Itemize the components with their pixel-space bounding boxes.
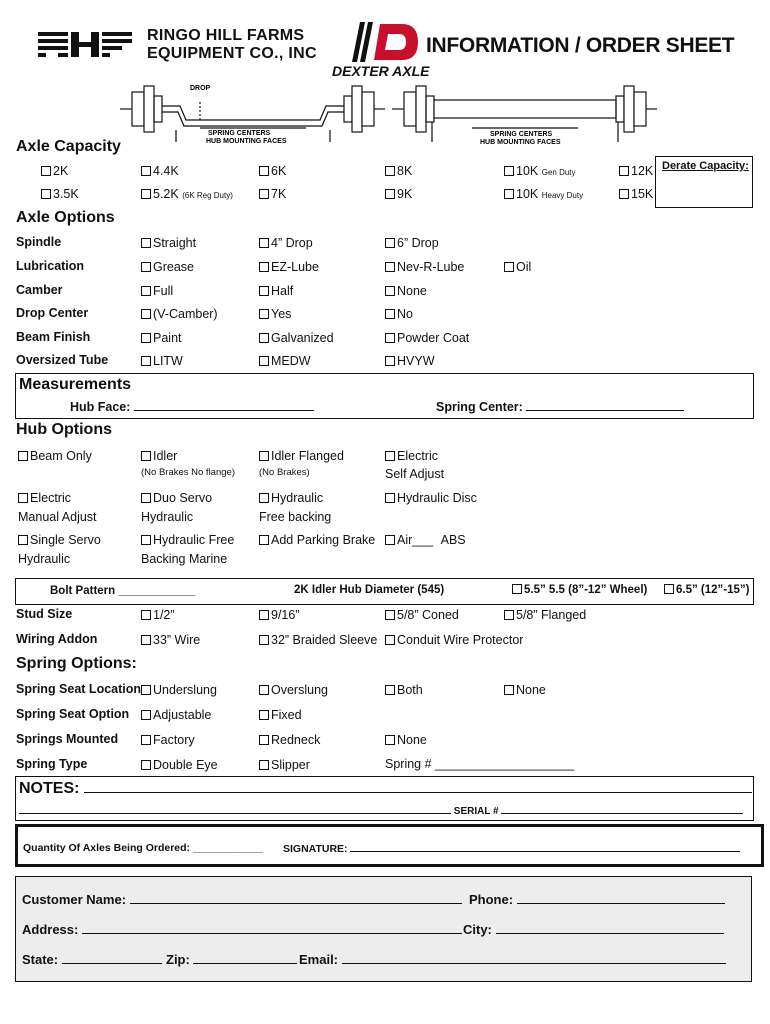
spring-options-title: Spring Options: (16, 655, 137, 672)
option-label: Hydraulic (271, 491, 324, 505)
camber-half[interactable] (259, 284, 293, 298)
checkbox-icon (141, 189, 151, 199)
duo-servo-line2: Hydraulic (141, 510, 194, 524)
checkbox-icon (619, 189, 629, 199)
finish-powder[interactable] (385, 331, 469, 345)
checkbox-icon (141, 262, 151, 272)
option-label: Yes (271, 307, 292, 321)
email-field[interactable] (299, 952, 726, 967)
checkbox-icon (141, 710, 151, 720)
single-servo-line2: Hydraulic (18, 552, 71, 566)
option-note: Heavy Duty (541, 191, 584, 200)
checkbox-icon (385, 333, 395, 343)
hydraulic-fb-line2: Free backing (259, 510, 332, 524)
hub-duo-servo[interactable] (141, 491, 212, 505)
checkbox-icon (259, 166, 269, 176)
mounted-none[interactable] (385, 733, 427, 747)
option-note: (6K Reg Duty) (182, 191, 233, 200)
checkbox-icon (259, 610, 269, 620)
seat-both[interactable] (385, 683, 423, 697)
option-label: (V-Camber) (153, 307, 218, 321)
option-label: 4” Drop (271, 236, 313, 250)
checkbox-icon (664, 584, 674, 594)
notes-line-2 (19, 803, 451, 814)
option-label: 12K (631, 164, 654, 178)
checkbox-icon (259, 493, 269, 503)
checkbox-icon (504, 262, 514, 272)
hub-hydraulic-free-backing[interactable] (259, 491, 323, 505)
checkbox-icon (141, 451, 151, 461)
seat-underslung[interactable] (141, 683, 217, 697)
tube-hvyw[interactable] (385, 354, 435, 368)
idler-note: (No Brakes No flange) (141, 467, 235, 478)
checkbox-icon (41, 189, 51, 199)
option-label: Duo Servo (153, 491, 213, 505)
checkbox-icon (385, 189, 395, 199)
checkbox-icon (385, 685, 395, 695)
checkbox-icon (41, 166, 51, 176)
wiring-conduit[interactable] (385, 633, 523, 647)
serial-field[interactable] (19, 803, 743, 817)
option-label: Fixed (271, 708, 302, 722)
lube-grease[interactable] (141, 260, 194, 274)
cap-10k-gen[interactable] (504, 164, 576, 178)
cap-7k[interactable] (259, 187, 286, 201)
notes-field[interactable] (19, 780, 752, 798)
option-label: 1/2” (153, 608, 175, 622)
option-label: Grease (153, 260, 194, 274)
option-label: Both (397, 683, 423, 697)
spring-center-label: Spring Center: (436, 400, 523, 414)
cap-9k[interactable] (385, 187, 412, 201)
measurements-box (15, 373, 754, 419)
seat-none[interactable] (504, 683, 546, 697)
option-label: Electric (30, 491, 71, 505)
dexter-logo-icon (352, 22, 420, 62)
checkbox-icon (18, 451, 28, 461)
spring-seat-option-label: Spring Seat Option (16, 707, 130, 721)
drop-center-no[interactable] (385, 307, 413, 321)
city-label: City: (463, 922, 492, 937)
drop-center-label: Drop Center (16, 306, 89, 320)
option-label: 15K (631, 187, 654, 201)
checkbox-icon (385, 309, 395, 319)
checkbox-icon (141, 356, 151, 366)
lubrication-label: Lubrication (16, 259, 85, 273)
axle-diagram-drop (120, 80, 385, 150)
hub-electric-manual[interactable] (18, 491, 71, 505)
company-name-line2: EQUIPMENT CO., INC (147, 45, 317, 62)
checkbox-icon (385, 610, 395, 620)
wiring-32-braided[interactable] (259, 633, 377, 647)
checkbox-icon (385, 635, 395, 645)
serial-line (501, 803, 743, 814)
checkbox-icon (259, 356, 269, 366)
hub-faces-label: HUB MOUNTING FACES (206, 138, 287, 145)
cap-5-2k[interactable] (141, 187, 233, 201)
checkbox-icon (504, 189, 514, 199)
cap-2k[interactable] (41, 164, 68, 178)
spindle-label: Spindle (16, 235, 62, 249)
email-label: Email: (299, 952, 339, 967)
customer-name-field[interactable] (22, 892, 462, 907)
spring-number-field[interactable]: Spring # ____________________ (385, 757, 575, 771)
seat-fixed[interactable] (259, 708, 302, 722)
option-label: Conduit Wire Protector (397, 633, 524, 647)
idler-hub-diameter-label: 2K Idler Hub Diameter (545) (294, 584, 445, 596)
address-line (82, 923, 462, 934)
checkbox-icon (259, 710, 269, 720)
mounted-redneck[interactable] (259, 733, 320, 747)
sheet-title: INFORMATION / ORDER SHEET (426, 34, 735, 57)
hub-air-abs[interactable] (385, 533, 466, 547)
option-label: None (516, 683, 546, 697)
option-label: 10K (516, 187, 539, 201)
beam-finish-label: Beam Finish (16, 330, 91, 344)
option-label: Hydraulic Disc (397, 491, 477, 505)
option-label: Slipper (271, 758, 310, 772)
phone-line (517, 893, 725, 904)
type-slipper[interactable] (259, 758, 310, 772)
seat-overslung[interactable] (259, 683, 328, 697)
option-label: 6.5” (12”-15”) (676, 584, 750, 596)
quantity-field[interactable]: Quantity Of Axles Being Ordered: ____________ (23, 842, 264, 854)
state-field[interactable] (22, 952, 162, 967)
option-note: Gen Duty (541, 168, 576, 177)
customer-name-label: Customer Name: (22, 892, 127, 907)
option-label: Nev-R-Lube (397, 260, 465, 274)
measurements-title: Measurements (19, 376, 132, 393)
city-field[interactable] (463, 922, 724, 937)
checkbox-icon (385, 286, 395, 296)
option-label: 3.5K (53, 187, 79, 201)
company-name-line1: RINGO HILL FARMS (147, 27, 305, 44)
checkbox-icon (385, 735, 395, 745)
option-label: MEDW (271, 354, 311, 368)
spring-centers-label: SPRING CENTERS (208, 130, 271, 137)
hub-idler[interactable] (141, 449, 177, 463)
checkbox-icon (259, 309, 269, 319)
option-label: Straight (153, 236, 197, 250)
checkbox-icon (141, 685, 151, 695)
lube-nevr[interactable] (385, 260, 464, 274)
option-label: Overslung (271, 683, 328, 697)
option-label: None (397, 284, 427, 298)
tube-medw[interactable] (259, 354, 311, 368)
cap-15k[interactable] (619, 187, 653, 201)
axle-diagram-straight (392, 80, 657, 150)
checkbox-icon (259, 451, 269, 461)
cap-4-4k[interactable] (141, 164, 179, 178)
hub-single-servo[interactable] (18, 533, 101, 547)
checkbox-icon (141, 610, 151, 620)
stud-9-16[interactable] (259, 608, 300, 622)
checkbox-icon (512, 584, 522, 594)
option-label: 4.4K (153, 164, 179, 178)
checkbox-icon (141, 333, 151, 343)
checkbox-icon (385, 451, 395, 461)
option-label: Add Parking Brake (271, 533, 376, 547)
option-label: Redneck (271, 733, 321, 747)
hub-hydraulic-disc[interactable] (385, 491, 477, 505)
hub-face-line (134, 400, 314, 411)
tube-litw[interactable] (141, 354, 183, 368)
seat-adjustable[interactable] (141, 708, 211, 722)
option-label: Powder Coat (397, 331, 470, 345)
zip-line (193, 953, 297, 964)
derate-capacity-label: Derate Capacity: (662, 160, 749, 172)
option-label: None (397, 733, 427, 747)
derate-capacity-box[interactable] (655, 156, 753, 208)
phone-label: Phone: (469, 892, 514, 907)
spring-center-line (526, 400, 684, 411)
checkbox-icon (141, 238, 151, 248)
customer-name-line (130, 893, 462, 904)
option-label: Galvanized (271, 331, 334, 345)
lube-ez[interactable] (259, 260, 319, 274)
stud-1-2[interactable] (141, 608, 175, 622)
oversized-tube-label: Oversized Tube (16, 353, 109, 367)
option-label: Double Eye (153, 758, 218, 772)
hub-face-field[interactable] (70, 400, 314, 414)
springs-mounted-label: Springs Mounted (16, 732, 119, 746)
option-label: 32” Braided Sleeve (271, 633, 378, 647)
option-label: 5.5” 5.5 (8”-12” Wheel) (524, 584, 648, 596)
state-label: State: (22, 952, 59, 967)
order-box (15, 824, 764, 867)
option-label: LITW (153, 354, 183, 368)
option-label: Underslung (153, 683, 217, 697)
spring-centers-label-2: SPRING CENTERS (490, 131, 553, 138)
option-label: EZ-Lube (271, 260, 319, 274)
spindle-6-drop[interactable] (385, 236, 439, 250)
electric-self-line2: Self Adjust (385, 467, 445, 481)
option-label: 9K (397, 187, 413, 201)
notes-line-1 (84, 782, 752, 793)
cap-8k[interactable] (385, 164, 412, 178)
option-label: 6K (271, 164, 287, 178)
option-label: 5/8” Coned (397, 608, 459, 622)
option-label: Beam Only (30, 449, 92, 463)
hub-options-title: Hub Options (16, 421, 112, 438)
drop-center-yes[interactable] (259, 307, 291, 321)
hub-hydraulic-free-marine[interactable] (141, 533, 234, 547)
option-label: Half (271, 284, 294, 298)
wheel-6-5[interactable] (664, 584, 750, 596)
hyd-free-marine-line2: Backing Marine (141, 552, 228, 566)
wheel-5-5[interactable] (512, 584, 647, 596)
spring-center-field[interactable] (436, 400, 684, 414)
checkbox-icon (385, 493, 395, 503)
checkbox-icon (259, 760, 269, 770)
email-line (342, 953, 726, 964)
checkbox-icon (504, 685, 514, 695)
hub-beam-only[interactable] (18, 449, 92, 463)
hub-idler-flanged[interactable] (259, 449, 344, 463)
stud-5-8-flanged[interactable] (504, 608, 586, 622)
serial-label: SERIAL # (453, 806, 499, 817)
option-label: 33” Wire (153, 633, 201, 647)
checkbox-icon (141, 166, 151, 176)
hub-parking-brake[interactable] (259, 533, 375, 547)
checkbox-icon (259, 635, 269, 645)
mounted-factory[interactable] (141, 733, 195, 747)
checkbox-icon (385, 262, 395, 272)
option-label: Single Servo (30, 533, 101, 547)
brand-name: DEXTER AXLE (332, 63, 430, 79)
option-label: Full (153, 284, 174, 298)
checkbox-icon (504, 166, 514, 176)
finish-paint[interactable] (141, 331, 182, 345)
signature-field[interactable] (283, 842, 740, 855)
checkbox-icon (259, 333, 269, 343)
bolt-pattern-box (15, 578, 754, 605)
signature-line (350, 842, 740, 852)
address-field[interactable] (22, 922, 462, 937)
option-label: Air___ (397, 533, 434, 547)
cap-12k[interactable] (619, 164, 653, 178)
checkbox-icon (619, 166, 629, 176)
camber-none[interactable] (385, 284, 427, 298)
abs-label: ABS (440, 533, 466, 547)
checkbox-icon (141, 286, 151, 296)
option-label: Oil (516, 260, 532, 274)
customer-box (15, 876, 752, 982)
checkbox-icon (259, 262, 269, 272)
rhf-logo-mark (38, 30, 134, 60)
option-label: 8K (397, 164, 413, 178)
zip-field[interactable] (166, 952, 297, 967)
checkbox-icon (259, 685, 269, 695)
stud-size-label: Stud Size (16, 607, 73, 621)
hub-face-label: Hub Face: (70, 400, 131, 414)
option-label: 2K (53, 164, 69, 178)
checkbox-icon (18, 535, 28, 545)
checkbox-icon (141, 535, 151, 545)
checkbox-icon (259, 238, 269, 248)
checkbox-icon (259, 286, 269, 296)
drop-label: DROP (190, 85, 211, 92)
wiring-addon-label: Wiring Addon (16, 632, 98, 646)
wiring-33-wire[interactable] (141, 633, 200, 647)
rhf-logo (38, 30, 134, 60)
checkbox-icon (259, 735, 269, 745)
option-label: Idler Flanged (271, 449, 344, 463)
option-label: 10K (516, 164, 539, 178)
notes-label: NOTES: (19, 780, 80, 797)
checkbox-icon (141, 760, 151, 770)
checkbox-icon (141, 493, 151, 503)
option-label: 6” Drop (397, 236, 439, 250)
notes-box[interactable] (15, 776, 754, 821)
finish-galvanized[interactable] (259, 331, 334, 345)
option-label: 5/8” Flanged (516, 608, 587, 622)
checkbox-icon (504, 610, 514, 620)
type-double-eye[interactable] (141, 758, 218, 772)
spindle-4-drop[interactable] (259, 236, 313, 250)
checkbox-icon (141, 309, 151, 319)
checkbox-icon (141, 735, 151, 745)
spring-seat-location-label: Spring Seat Location (16, 682, 142, 696)
option-label: 9/16” (271, 608, 300, 622)
option-label: Idler (153, 449, 178, 463)
checkbox-icon (385, 356, 395, 366)
hub-electric-self[interactable] (385, 449, 438, 463)
phone-field[interactable] (469, 892, 725, 907)
stud-5-8-coned[interactable] (385, 608, 459, 622)
option-label: HVYW (397, 354, 435, 368)
checkbox-icon (259, 535, 269, 545)
electric-manual-line2: Manual Adjust (18, 510, 97, 524)
option-label: Hydraulic Free (153, 533, 235, 547)
option-label: Paint (153, 331, 182, 345)
hub-faces-label-2: HUB MOUNTING FACES (480, 139, 561, 146)
zip-label: Zip: (166, 952, 190, 967)
option-label: Factory (153, 733, 195, 747)
checkbox-icon (141, 635, 151, 645)
checkbox-icon (18, 493, 28, 503)
drop-center-vcamber[interactable] (141, 307, 218, 321)
option-label: Adjustable (153, 708, 212, 722)
city-line (496, 923, 724, 934)
cap-3-5k[interactable] (41, 187, 79, 201)
state-line (62, 953, 162, 964)
checkbox-icon (385, 535, 395, 545)
spring-type-label: Spring Type (16, 757, 88, 771)
cap-10k-heavy[interactable] (504, 187, 583, 201)
bolt-pattern-field[interactable]: Bolt Pattern ____________ (50, 585, 196, 597)
cap-6k[interactable] (259, 164, 286, 178)
axle-capacity-title: Axle Capacity (16, 138, 121, 155)
idler-flanged-note: (No Brakes) (259, 467, 310, 478)
camber-label: Camber (16, 283, 63, 297)
checkbox-icon (385, 166, 395, 176)
option-label: 5.2K (153, 187, 179, 201)
checkbox-icon (385, 238, 395, 248)
lube-oil[interactable] (504, 260, 531, 274)
option-label: No (397, 307, 413, 321)
spindle-straight[interactable] (141, 236, 196, 250)
checkbox-icon (259, 189, 269, 199)
signature-label: SIGNATURE: (283, 843, 348, 855)
axle-options-title: Axle Options (16, 209, 115, 226)
camber-full[interactable] (141, 284, 173, 298)
option-label: 7K (271, 187, 287, 201)
address-label: Address: (22, 922, 79, 937)
option-label: Electric (397, 449, 438, 463)
